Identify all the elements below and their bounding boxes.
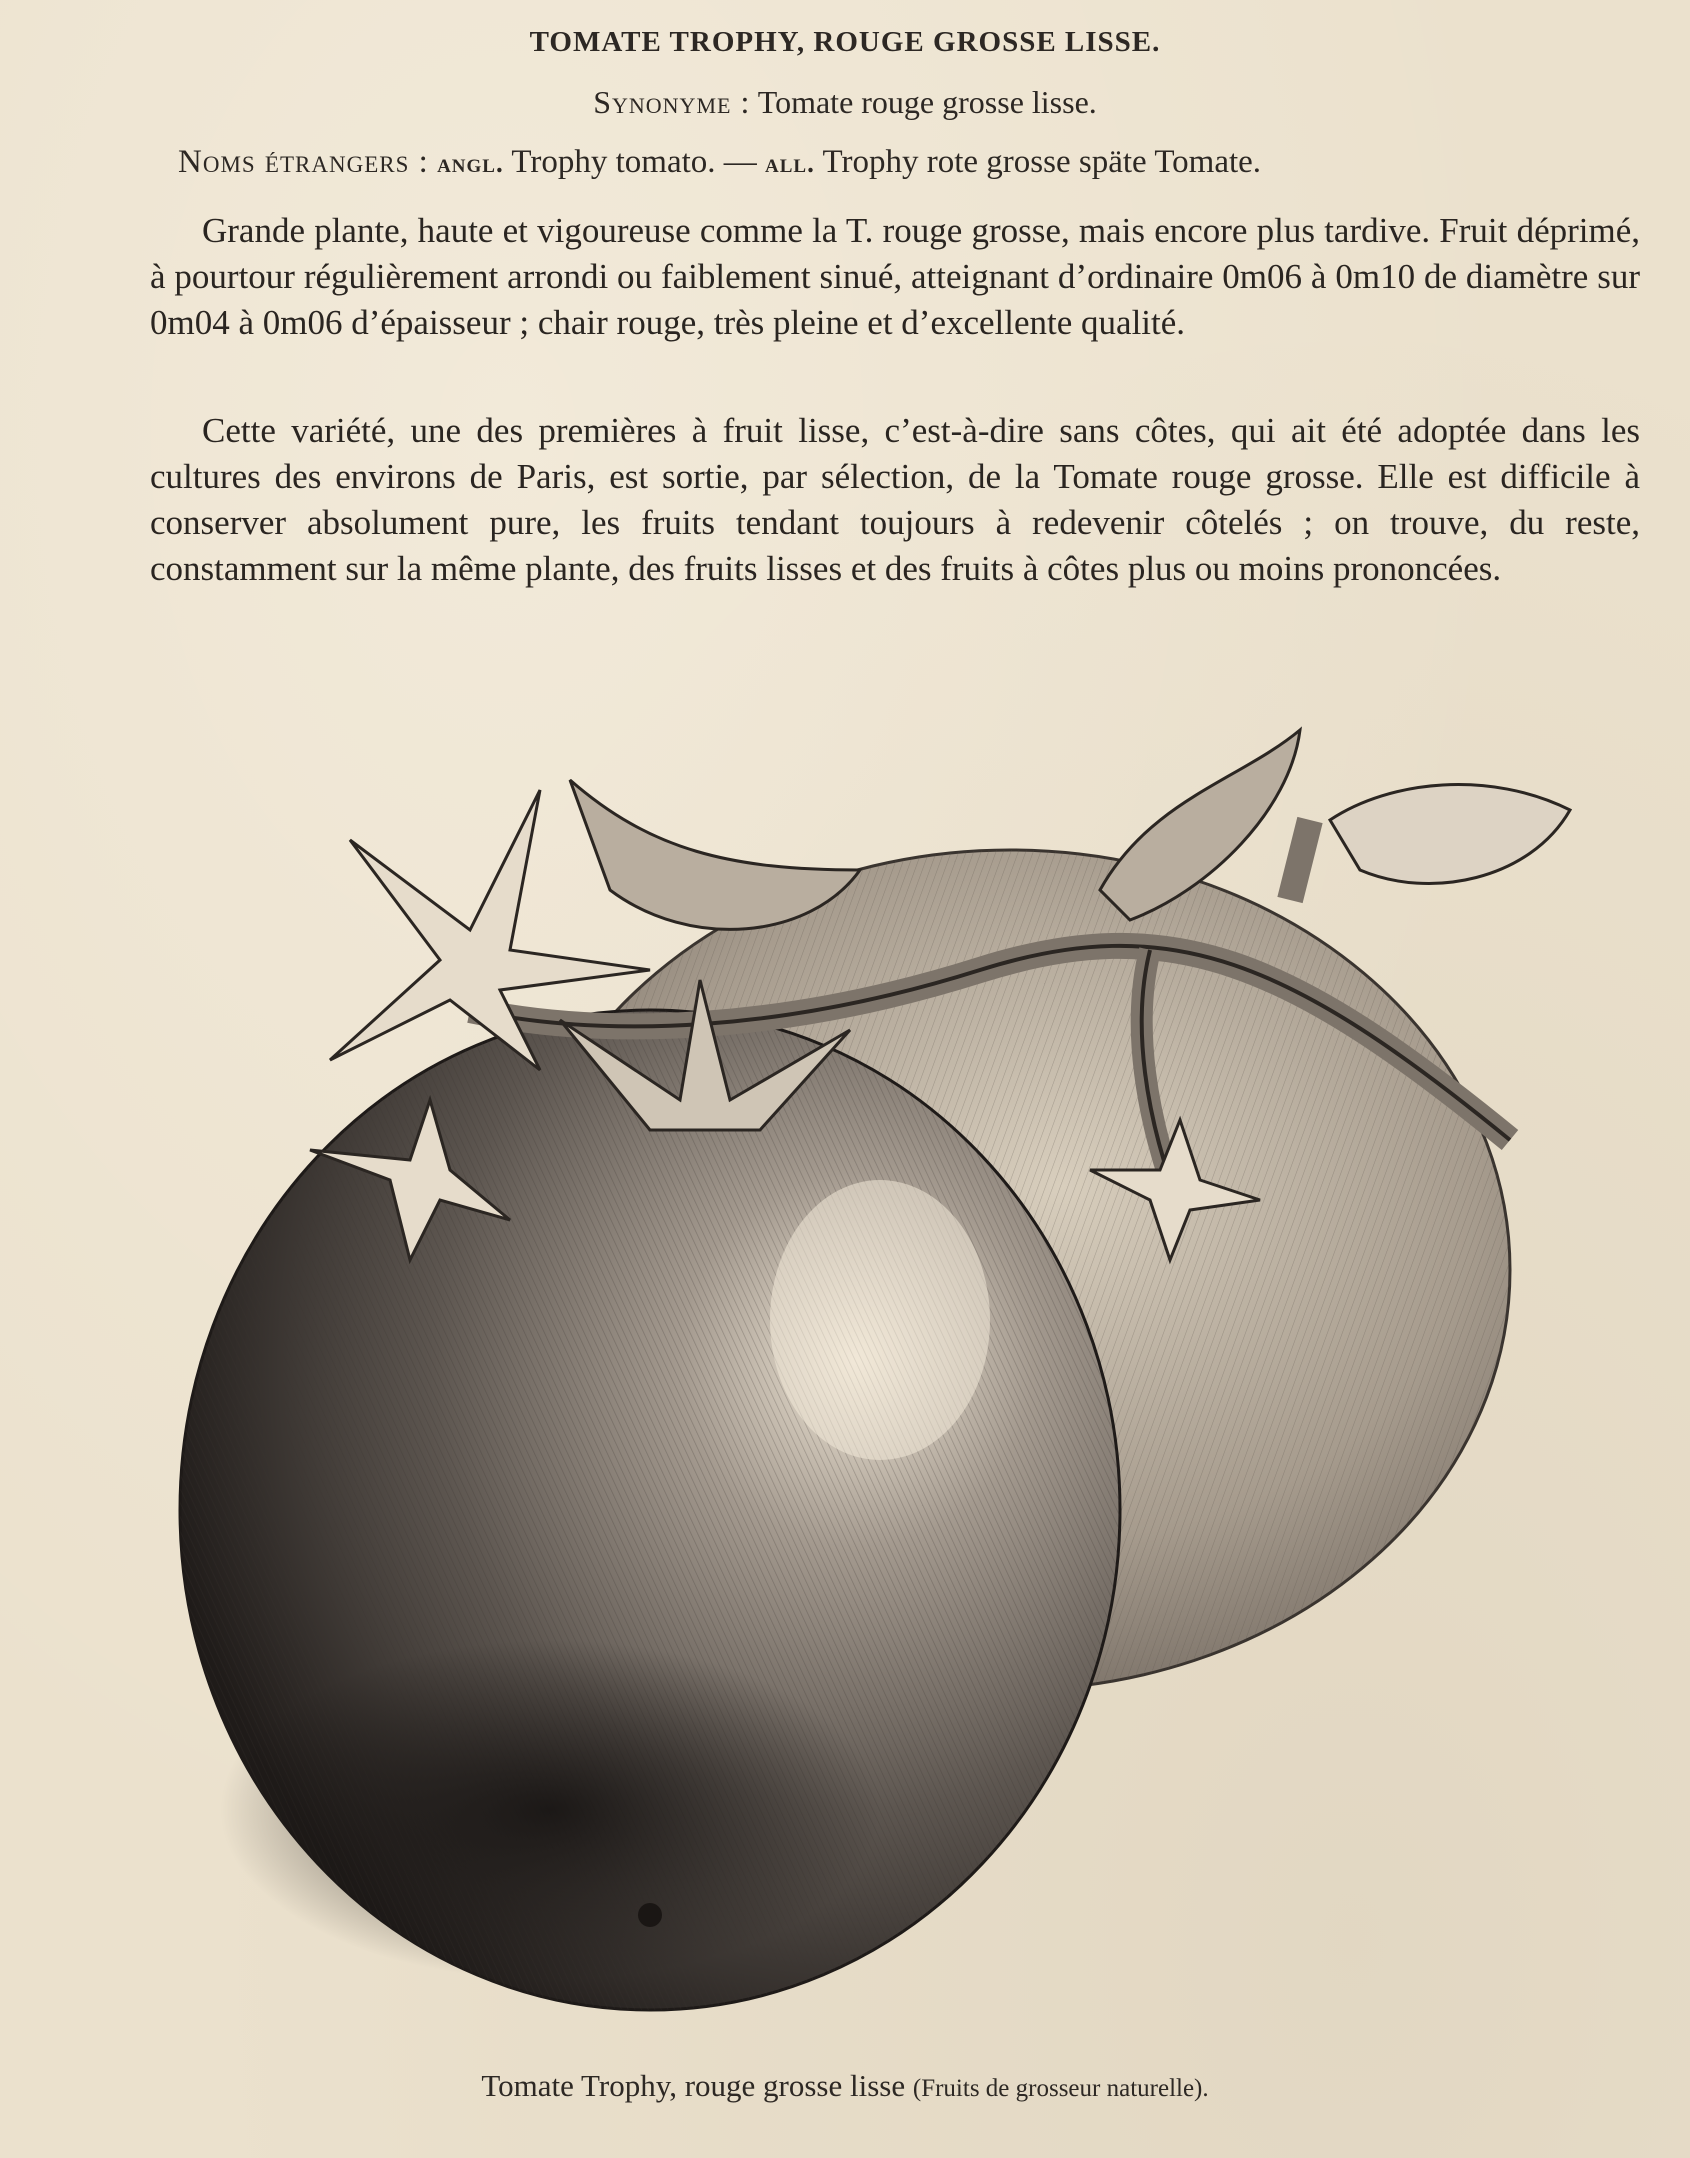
english-label: angl. <box>437 148 504 178</box>
description-paragraph: Grande plante, haute et vigoureuse comme la T. rouge grosse, mais encore plus tardive. Fruit déprimé, à pourtour régulièrement arrondi ou faiblement sinué, atteignant d’ordinaire 0m06 à 0m10 de diamètre sur 0m04 à 0m06 d’épaisseur ; chair rouge, très pleine et d’excellente qualité. <box>150 211 1640 342</box>
synonym-line <box>0 84 1690 121</box>
caption-sub: (Fruits de grosseur naturelle). <box>912 2075 1209 2102</box>
foreign-names-label: Noms étrangers : <box>178 144 429 180</box>
caption-main: Tomate Trophy, rouge grosse lisse <box>481 2068 906 2103</box>
german-label: all. <box>765 148 815 178</box>
page-title: TOMATE TROPHY, ROUGE GROSSE LISSE. <box>529 26 1161 58</box>
english-name: Trophy tomato. — <box>511 144 757 180</box>
foreign-names-line <box>178 144 1628 181</box>
synonym-label: Synonyme : <box>593 84 751 120</box>
synonym-value: Tomate rouge grosse lisse. <box>757 84 1097 120</box>
figure-caption <box>0 2068 1690 2104</box>
history-paragraph: Cette variété, une des premières à fruit lisse, c’est-à-dire sans côtes, qui ait été adoptée dans les cultures des environs de Paris, est sortie, par sélection, de la Tomate rouge grosse. Elle est difficile à conserver absolument pure, les fruits tendant toujours à redevenir côtelés ; on trouve, du reste, constamment sur la même plante, des fruits lisses et des fruits à côtes plus ou moins prononcées. <box>150 411 1640 588</box>
german-name: Trophy rote grosse späte Tomate. <box>822 144 1262 180</box>
front-tomato <box>180 1010 1120 2010</box>
tomato-illustration <box>90 700 1650 2060</box>
